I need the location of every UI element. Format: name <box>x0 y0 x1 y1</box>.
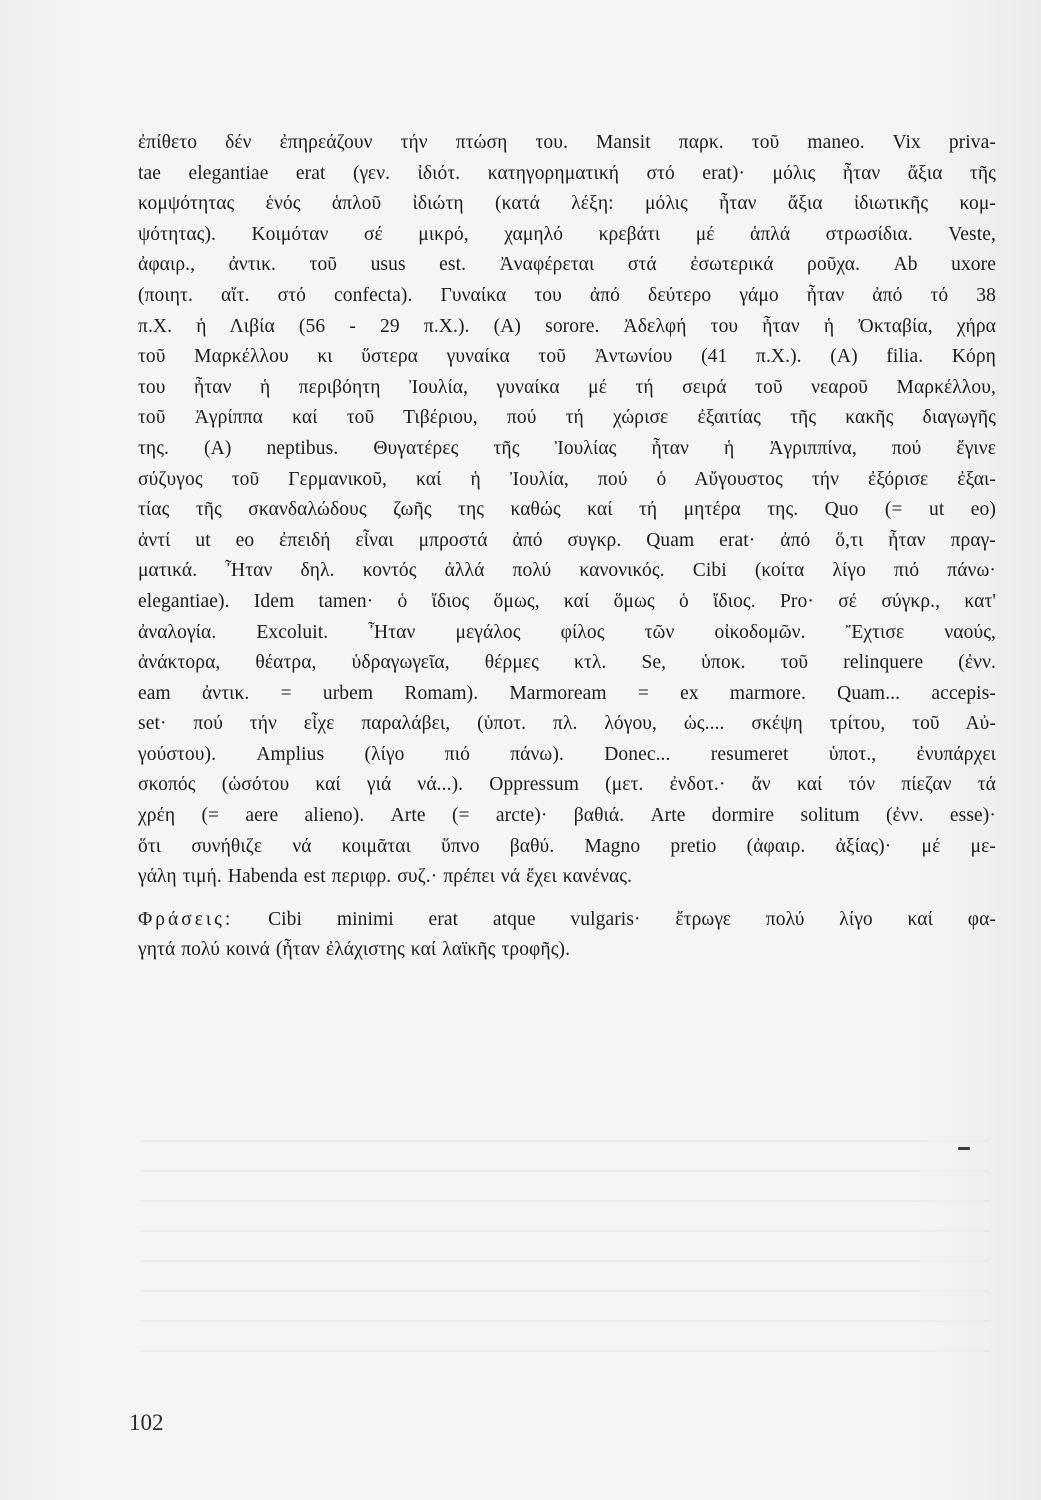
text-line: ματικά. Ἦταν δηλ. κοντός ἀλλά πολύ κανονικός. Cibi (κοίτα λίγο πιό πάνω· <box>138 560 996 582</box>
text-line: χρέη (= aere alieno). Arte (= arcte)· βαθιά. Arte dormire solitum (ἐνν. esse)· <box>138 805 996 827</box>
bleed-through-text <box>140 1140 990 1380</box>
text-line: tae elegantiae erat (γεν. ἰδιότ. κατηγορηματική στό erat)· μόλις ἦταν ἄξια τῆς <box>138 162 996 184</box>
text-line: της. (A) neptibus. Θυγατέρες τῆς Ἰουλίας ἦταν ἡ Ἀγριππίνα, πού ἔγινε <box>138 437 996 459</box>
text-line: set· πού τήν εἶχε παραλάβει, (ὑποτ. πλ. λόγου, ὡς.... σκέψη τρίτου, τοῦ Αὐ- <box>138 713 996 735</box>
text-line: eam ἀντικ. = urbem Romam). Marmoream = ex marmore. Quam... accepis- <box>138 682 996 704</box>
text-line: γούστου). Amplius (λίγο πιό πάνω). Donec... resumeret ὑποτ., ἐνυπάρχει <box>138 743 996 765</box>
dash-mark <box>958 1147 970 1150</box>
phrases-line <box>138 905 996 936</box>
paragraph-gap <box>138 893 996 905</box>
text-line: ψότητας). Κοιμόταν σέ μικρό, χαμηλό κρεβάτι μέ ἁπλά στρωσίδια. Veste, <box>138 223 996 245</box>
text-line: τίας τῆς σκανδαλώδους ζωῆς της καθώς καί τή μητέρα της. Quo (= ut eo) <box>138 499 996 521</box>
page-number: 102 <box>129 1410 164 1435</box>
text-line: ἀνάκτορα, θέατρα, ὑδραγωγεῖα, θέρμες κτλ. Se, ὑποκ. τοῦ relinquere (ἐνν. <box>138 652 996 674</box>
text-line: π.Χ. ἡ Λιβία (56 - 29 π.Χ.). (A) sorore. Ἀδελφή του ἦταν ἡ Ὀκταβία, χήρα <box>138 315 996 337</box>
text-line: του ἦταν ἡ περιβόητη Ἰουλία, γυναίκα μέ τή σειρά τοῦ νεαροῦ Μαρκέλλου, <box>138 376 996 398</box>
text-line: τοῦ Μαρκέλλου κι ὕστερα γυναίκα τοῦ Ἀντωνίου (41 π.Χ.). (A) filia. Κόρη <box>138 346 996 368</box>
text-line: κομψότητας ἑνός ἁπλοῦ ἰδιώτη (κατά λέξη: μόλις ἦταν ἄξια ἰδιωτικῆς κομ- <box>138 193 996 215</box>
phrases-label: Φράσεις: <box>138 908 234 930</box>
text-line: ὅτι συνήθιζε νά κοιμᾶται ὕπνο βαθύ. Magno pretio (ἀφαιρ. ἀξίας)· μέ με- <box>138 835 996 857</box>
text-line: (ποιητ. αἴτ. στό confecta). Γυναίκα του ἀπό δεύτερο γάμο ἦταν ἀπό τό 38 <box>138 284 996 306</box>
text-line: ἀντί ut eo ἐπειδή εἶναι μπροστά ἀπό συγκρ. Quam erat· ἀπό ὅ,τι ἦταν πραγ- <box>138 529 996 551</box>
text-line: σύζυγος τοῦ Γερμανικοῦ, καί ἡ Ἰουλία, πού ὁ Αὔγουστος τήν ἐξόρισε ἐξαι- <box>138 468 996 490</box>
text-line: σκοπός (ὡσότου καί γιά νά...). Oppressum (μετ. ἐνδοτ.· ἄν καί τόν πίεζαν τά <box>138 774 996 796</box>
text-line: elegantiae). Idem tamen· ὁ ἴδιος ὅμως, καί ὅμως ὁ ἴδιος. Pro· σέ σύγκρ., κατ' <box>138 590 996 612</box>
text-line: γάλη τιμή. Habenda est περιφρ. συζ.· πρέπει νά ἔχει κανένας. <box>138 866 633 888</box>
text-line: τοῦ Ἀγρίππα καί τοῦ Τιβέριου, πού τή χώρισε ἐξαιτίας τῆς κακῆς διαγωγῆς <box>138 407 996 429</box>
text-line: ἀφαιρ., ἀντικ. τοῦ usus est. Ἀναφέρεται στά ἐσωτερικά ροῦχα. Ab uxore <box>138 254 996 276</box>
text-line: ἐπίθετο δέν ἐπηρεάζουν τήν πτώση του. Mansit παρκ. τοῦ maneo. Vix priva- <box>138 132 996 153</box>
text-line: γητά πολύ κοινά (ἦταν ἐλάχιστης καί λαϊκῆς τροφῆς). <box>138 939 571 961</box>
text-line: ἀναλογία. Excoluit. Ἦταν μεγάλος φίλος τῶν οἰκοδομῶν. Ἔχτισε ναούς, <box>138 621 996 643</box>
phrases-text: Cibi minimi erat atque vulgaris· ἔτρωγε πολύ λίγο καί φα- <box>268 908 996 930</box>
main-text <box>138 128 996 966</box>
